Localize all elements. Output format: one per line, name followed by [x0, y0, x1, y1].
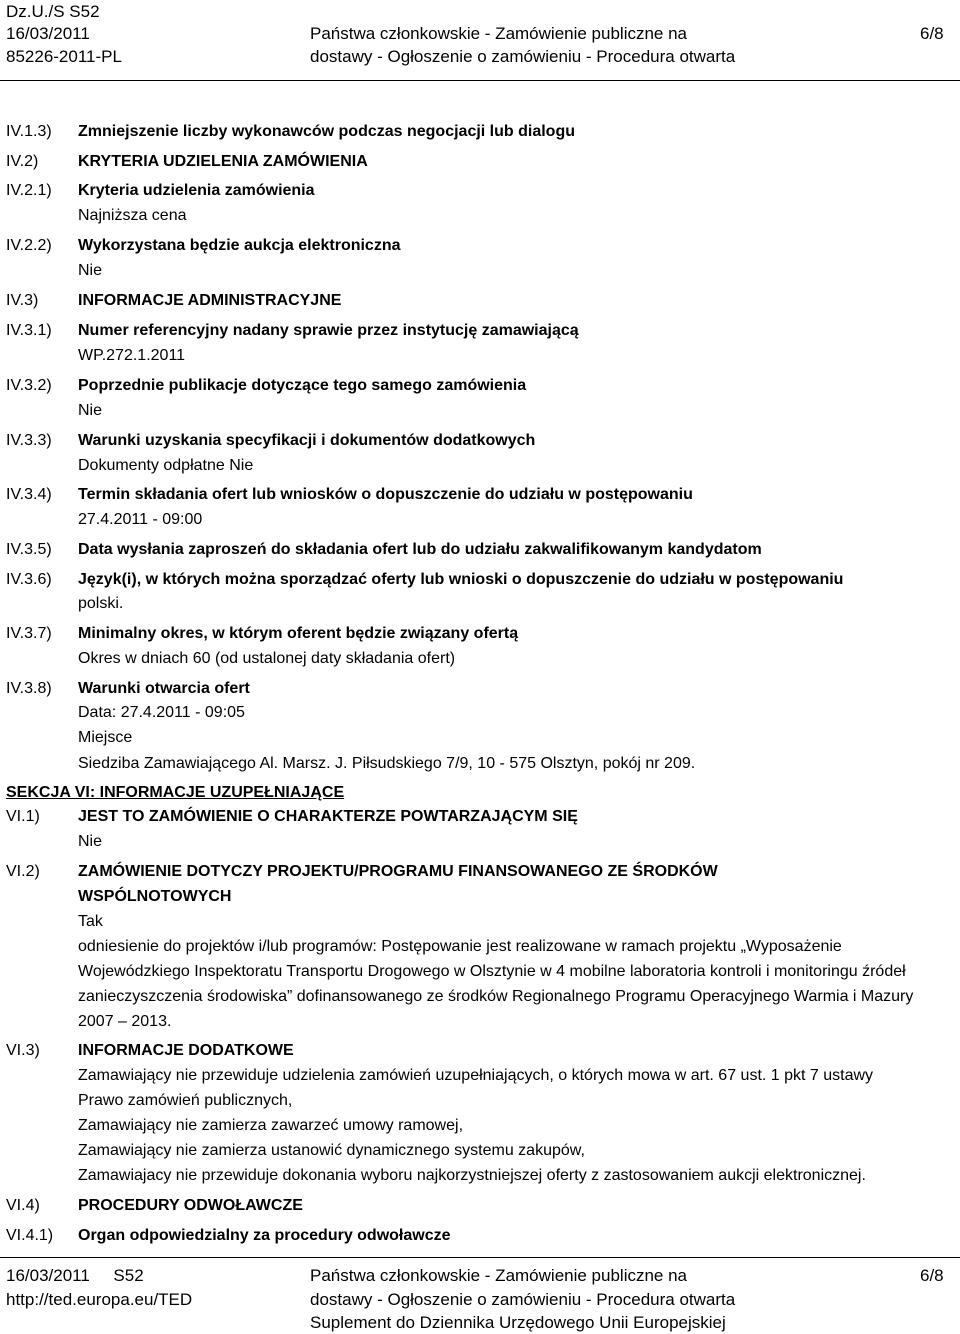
header-title-line1: Państwa członkowskie - Zamówienie publiczne na [310, 24, 688, 43]
notice-number: 85226-2011-PL [6, 47, 122, 66]
item-title: INFORMACJE DODATKOWE [78, 1042, 294, 1059]
item-title: Język(i), w których można sporządzać oferty lub wnioski o dopuszczenie do udziału w postępowaniu [78, 571, 844, 588]
item-title: Minimalny okres, w którym oferent będzie związany ofertą [78, 625, 519, 642]
item-title: WSPÓLNOTOWYCH [78, 888, 232, 905]
item-title: Termin składania ofert lub wniosków o dopuszczenie do udziału w postępowaniu [78, 486, 693, 503]
item-value: Zamawiający nie zamierza zawarzeć umowy ramowej, [78, 1117, 464, 1134]
footer-title-line2: dostawy - Ogłoszenie o zamówieniu - Procedura otwarta [310, 1290, 736, 1309]
footer-title-line1: Państwa członkowskie - Zamówienie publiczne na [310, 1266, 688, 1285]
item-number: IV.3) [6, 292, 39, 309]
journal-ref: Dz.U./S S52 [6, 2, 100, 21]
footer-divider [0, 1257, 960, 1258]
item-value: Tak [78, 913, 103, 930]
item-value: Zamawiajacy nie przewiduje dokonania wyboru najkorzystniejszej oferty z zastosowaniem aukcji elektronicznej. [78, 1167, 866, 1184]
item-value: Nie [78, 833, 103, 850]
item-value: Nie [78, 262, 103, 279]
item-title: Wykorzystana będzie aukcja elektroniczna [78, 237, 401, 254]
item-title: Warunki uzyskania specyfikacji i dokumentów dodatkowych [78, 432, 536, 449]
item-number: IV.3.7) [6, 625, 52, 642]
item-value: polski. [78, 595, 124, 612]
item-paragraph: Zamawiający nie przewiduje udzielenia zamówień uzupełniających, o których mowa w art. 67 ust. 1 pkt 7 ustawy Prawo zamówień publicznych, [78, 1067, 874, 1109]
item-number: IV.3.1) [6, 322, 52, 339]
item-number: IV.3.2) [6, 377, 52, 394]
item-number: IV.2.1) [6, 182, 52, 199]
page-number: 6/8 [920, 24, 944, 43]
item-number: IV.2) [6, 153, 39, 170]
footer-page-number: 6/8 [920, 1266, 944, 1285]
footer-date: 16/03/2011 S52 [6, 1266, 144, 1285]
header-divider [0, 80, 960, 81]
item-value: Siedziba Zamawiającego Al. Marsz. J. Piłsudskiego 7/9, 10 - 575 Olsztyn, pokój nr 209. [78, 755, 696, 772]
item-title: JEST TO ZAMÓWIENIE O CHARAKTERZE POWTARZAJĄCYM SIĘ [78, 808, 578, 825]
item-number: IV.3.3) [6, 432, 52, 449]
item-title: Numer referencyjny nadany sprawie przez instytucję zamawiającą [78, 322, 579, 339]
item-value: Zamawiający nie zamierza ustanowić dynamicznego systemu zakupów, [78, 1142, 585, 1159]
item-value: Okres w dniach 60 (od ustalonej daty składania ofert) [78, 650, 456, 667]
item-title: Kryteria udzielenia zamówienia [78, 182, 315, 199]
item-number: IV.3.8) [6, 680, 52, 697]
footer-link[interactable]: http://ted.europa.eu/TED [6, 1290, 193, 1309]
item-number: IV.3.6) [6, 571, 52, 588]
item-number: VI.4) [6, 1197, 40, 1214]
item-title: KRYTERIA UDZIELENIA ZAMÓWIENIA [78, 153, 368, 170]
item-title: PROCEDURY ODWOŁAWCZE [78, 1197, 303, 1214]
header-date: 16/03/2011 [6, 24, 90, 43]
item-title: Poprzednie publikacje dotyczące tego samego zamówienia [78, 377, 527, 394]
item-title: Organ odpowiedzialny za procedury odwoławcze [78, 1227, 451, 1244]
item-value: WP.272.1.2011 [78, 347, 186, 364]
item-number: IV.2.2) [6, 237, 52, 254]
item-number: IV.3.5) [6, 541, 52, 558]
item-title: INFORMACJE ADMINISTRACYJNE [78, 292, 342, 309]
item-title: Warunki otwarcia ofert [78, 680, 250, 697]
item-paragraph: odniesienie do projektów i/lub programów: Postępowanie jest realizowane w ramach projektu „Wyposażenie Wojewódzkiego Inspektoratu Transportu Drogowego w Olsztynie w 4 mobilne laboratoria kontroli i monitoringu źródeł zanieczyszczenia środowiska” dofinansowanego ze środków Regionalnego Programu Operacyjnego Warmia i Mazury 2007 – 2013. [78, 938, 914, 1030]
item-value: Miejsce [78, 729, 133, 746]
item-title: Data wysłania zaproszeń do składania ofert lub do udziału zakwalifikowanym kandydatom [78, 541, 762, 558]
item-number: VI.2) [6, 863, 40, 880]
item-title: ZAMÓWIENIE DOTYCZY PROJEKTU/PROGRAMU FINANSOWANEGO ZE ŚRODKÓW [78, 863, 718, 880]
item-number: VI.1) [6, 808, 40, 825]
item-number: VI.4.1) [6, 1227, 54, 1244]
item-value: Data: 27.4.2011 - 09:05 [78, 704, 245, 721]
item-number: IV.1.3) [6, 123, 52, 140]
item-value: Najniższa cena [78, 207, 187, 224]
footer-supplement: Suplement do Dziennika Urzędowego Unii Europejskiej [310, 1313, 726, 1332]
item-title: Zmniejszenie liczby wykonawców podczas negocjacji lub dialogu [78, 123, 575, 140]
item-number: IV.3.4) [6, 486, 52, 503]
section-heading: SEKCJA VI: INFORMACJE UZUPEŁNIAJĄCE [6, 784, 345, 801]
item-value: 27.4.2011 - 09:00 [78, 511, 203, 528]
header-title-line2: dostawy - Ogłoszenie o zamówieniu - Procedura otwarta [310, 47, 736, 66]
item-value: Nie [78, 402, 103, 419]
item-number: VI.3) [6, 1042, 40, 1059]
item-value: Dokumenty odpłatne Nie [78, 457, 254, 474]
